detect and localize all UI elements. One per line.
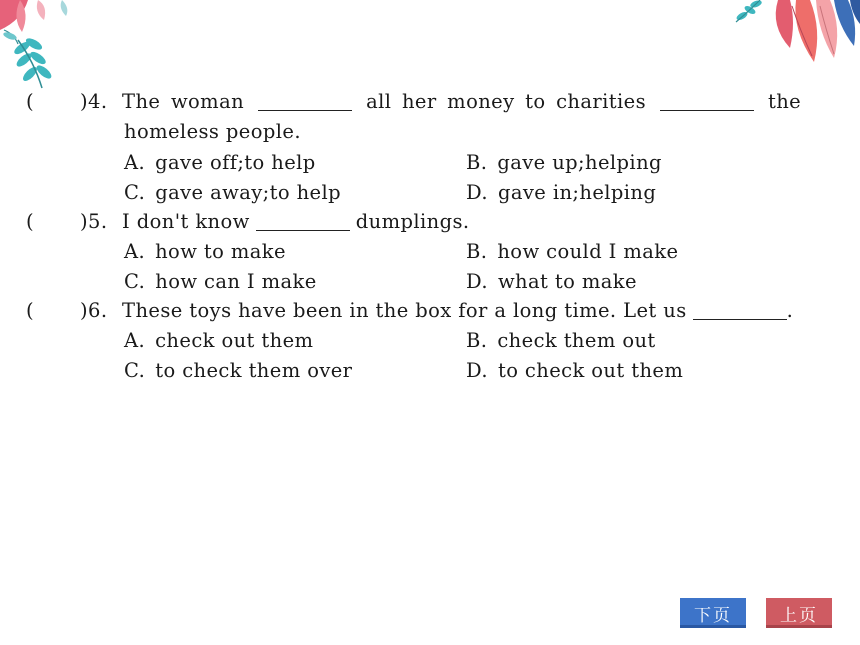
option-a[interactable] (124, 329, 313, 352)
previous-page-button[interactable]: 上页 (766, 598, 832, 628)
option-letter: C. (124, 181, 146, 204)
question-stem-part2: all her money to charities (366, 90, 646, 113)
answer-paren-open: ( (26, 299, 35, 322)
question-4-line-2: homeless people. (124, 120, 301, 143)
option-c[interactable] (124, 270, 317, 293)
option-text: how can I make (155, 270, 317, 293)
fill-blank-2[interactable] (660, 91, 754, 112)
option-text: to check out them (497, 359, 684, 382)
option-letter: C. (124, 359, 146, 382)
option-letter: B. (466, 240, 488, 263)
option-text: gave off;to help (155, 151, 316, 174)
question-number: )4. (80, 90, 108, 113)
option-letter: A. (124, 240, 146, 263)
fill-blank[interactable] (256, 211, 350, 232)
option-letter: D. (466, 181, 488, 204)
option-b[interactable] (466, 151, 662, 174)
option-letter: B. (466, 329, 488, 352)
option-b[interactable] (466, 240, 678, 263)
question-number: )6. (80, 299, 108, 322)
option-letter: A. (124, 151, 146, 174)
option-text: how could I make (497, 240, 679, 263)
question-stem-part1: I don't know (122, 210, 250, 233)
question-5-line-1 (26, 210, 469, 233)
option-d[interactable] (466, 181, 656, 204)
option-text: to check them over (155, 359, 353, 382)
option-d[interactable] (466, 359, 683, 382)
next-page-button[interactable]: 下页 (680, 598, 746, 628)
option-letter: B. (466, 151, 488, 174)
question-6-line-1 (26, 299, 793, 322)
option-text: gave away;to help (155, 181, 342, 204)
fill-blank[interactable] (693, 300, 787, 321)
option-letter: A. (124, 329, 146, 352)
leaf-decoration-top-left (0, 0, 90, 95)
option-b[interactable] (466, 329, 656, 352)
option-c[interactable] (124, 181, 341, 204)
leaf-decoration-top-right (730, 0, 860, 75)
option-text: what to make (497, 270, 637, 293)
option-text: how to make (155, 240, 286, 263)
option-text: check them out (497, 329, 656, 352)
answer-paren-open: ( (26, 90, 35, 113)
option-letter: D. (466, 270, 488, 293)
option-a[interactable] (124, 240, 286, 263)
option-text: check out them (155, 329, 314, 352)
option-letter: D. (466, 359, 488, 382)
question-stem-part2: . (786, 299, 794, 322)
option-text: gave in;helping (497, 181, 657, 204)
question-stem-part3: the (767, 90, 802, 113)
option-text: gave up;helping (497, 151, 662, 174)
question-stem-part2: dumplings. (355, 210, 470, 233)
option-d[interactable] (466, 270, 637, 293)
question-4-line-1 (26, 90, 826, 113)
option-c[interactable] (124, 359, 352, 382)
question-number: )5. (80, 210, 108, 233)
question-stem-part1: The woman (122, 90, 245, 113)
question-stem-part1: These toys have been in the box for a long time. Let us (122, 299, 687, 322)
answer-paren-open: ( (26, 210, 35, 233)
fill-blank-1[interactable] (258, 91, 352, 112)
option-a[interactable] (124, 151, 316, 174)
option-letter: C. (124, 270, 146, 293)
